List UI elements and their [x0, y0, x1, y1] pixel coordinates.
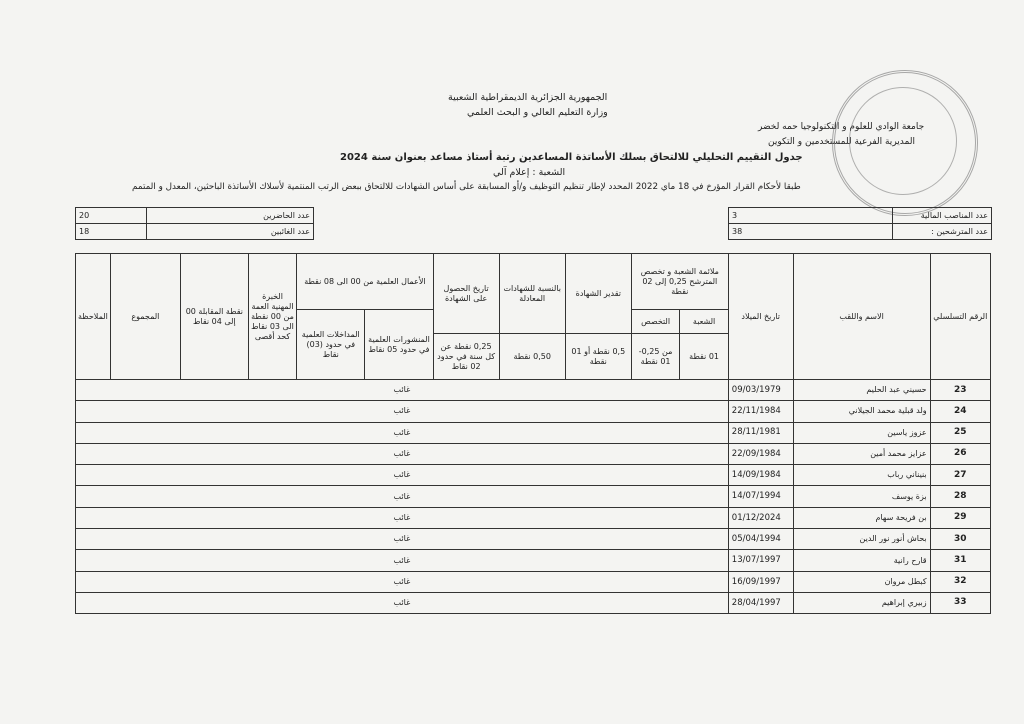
row-name: بزة يوسف	[793, 486, 930, 507]
row-name: زبيري إبراهيم	[793, 592, 930, 613]
table-row	[76, 529, 991, 550]
stamp-inner-ring	[849, 87, 957, 195]
ministry-heading: وزارة التعليم العالي و البحث العلمي	[467, 107, 608, 118]
university-name: جامعة الوادي للعلوم و التكنولوجيا حمه لخضر	[758, 122, 925, 132]
republic-heading: الجمهورية الجزائرية الديمقراطية الشعبية	[448, 92, 608, 103]
row-serial: 29	[930, 507, 990, 528]
table-row	[76, 592, 991, 613]
present-label: عدد الحاضرين	[147, 208, 314, 224]
row-serial: 25	[930, 422, 990, 443]
fit-branch-points: 01 نقطة	[680, 334, 728, 380]
row-birth: 28/11/1981	[728, 422, 793, 443]
row-status: غائب	[76, 401, 729, 422]
row-status: غائب	[76, 507, 729, 528]
row-serial: 27	[930, 465, 990, 486]
col-name: الاسم واللقب	[793, 254, 930, 380]
table-row	[76, 507, 991, 528]
row-birth: 14/07/1994	[728, 486, 793, 507]
row-name: عزوز ياسين	[793, 422, 930, 443]
directorate-name: المديرية الفرعية للمستخدمين و التكوين	[768, 137, 915, 147]
row-status: غائب	[76, 380, 729, 401]
col-total: المجموع	[110, 254, 180, 380]
official-stamp	[832, 70, 978, 216]
absent-value: 18	[76, 224, 147, 240]
document-title: جدول التقييم التحليلي للالتحاق بسلك الأساتذة المساعدين رتبة أستاذ مساعد بعنوان سنة 2024	[340, 152, 803, 163]
row-birth: 16/09/1997	[728, 571, 793, 592]
row-status: غائب	[76, 550, 729, 571]
col-interview: نقطة المقابلة 00 إلى 04 نقاط	[180, 254, 248, 380]
positions-info-box	[728, 207, 992, 240]
table-row	[76, 465, 991, 486]
col-fit-spec: التخصص	[631, 310, 680, 334]
row-status: غائب	[76, 571, 729, 592]
row-birth: 22/09/1984	[728, 443, 793, 464]
col-birth: تاريخ الميلاد	[728, 254, 793, 380]
table-row	[76, 422, 991, 443]
col-works-conf: المداخلات العلمية في حدود (03) نقاط	[297, 310, 365, 380]
grade-points: 0,5 نقطة أو 01 نقطة	[565, 334, 631, 380]
fit-spec-points: من 0,25- 01 نقطة	[631, 334, 680, 380]
col-fit-branch: الشعبة	[680, 310, 728, 334]
row-serial: 31	[930, 550, 990, 571]
col-works-pub: المنشورات العلمية في حدود 05 نقاط	[365, 310, 433, 380]
row-status: غائب	[76, 592, 729, 613]
col-notes: الملاحظة	[76, 254, 111, 380]
row-birth: 09/03/1979	[728, 380, 793, 401]
positions-label: عدد المناصب المالية	[893, 208, 992, 224]
equiv-points: 0,50 نقطة	[499, 334, 565, 380]
table-row	[76, 380, 991, 401]
candidates-value: 38	[729, 224, 893, 240]
row-name: حسيني عبد الحليم	[793, 380, 930, 401]
col-equiv: بالنسبة للشهادات المعادلة	[499, 254, 565, 334]
row-name: بنيناني رباب	[793, 465, 930, 486]
row-status: غائب	[76, 486, 729, 507]
col-fit: ملائمة الشعبة و تخصص المترشح 0,25 إلى 02 نقطة	[631, 254, 728, 310]
col-date-cert: تاريخ الحصول على الشهادة	[433, 254, 499, 334]
evaluation-table	[75, 253, 991, 614]
row-serial: 23	[930, 380, 990, 401]
table-row	[76, 443, 991, 464]
row-name: عزايز محمد أمين	[793, 443, 930, 464]
col-serial: الرقم التسلسلي	[930, 254, 990, 380]
row-status: غائب	[76, 422, 729, 443]
row-name: كبطل مروان	[793, 571, 930, 592]
table-row	[76, 486, 991, 507]
col-works: الأعمال العلمية من 00 الى 08 نقطة	[297, 254, 433, 310]
row-serial: 30	[930, 529, 990, 550]
row-birth: 14/09/1984	[728, 465, 793, 486]
row-serial: 28	[930, 486, 990, 507]
table-row	[76, 401, 991, 422]
row-name: بحاش أنور نور الدين	[793, 529, 930, 550]
table-row	[76, 571, 991, 592]
row-status: غائب	[76, 529, 729, 550]
row-serial: 33	[930, 592, 990, 613]
row-name: ولد قبلية محمد الجيلاني	[793, 401, 930, 422]
positions-value: 3	[729, 208, 893, 224]
row-name: بن فريحة سهام	[793, 507, 930, 528]
row-serial: 32	[930, 571, 990, 592]
col-experience: الخبرة المهنية العمة من 00 نقطة الى 03 نقاط كحد أقصى	[248, 254, 296, 380]
table-row	[76, 550, 991, 571]
row-birth: 13/07/1997	[728, 550, 793, 571]
row-birth: 05/04/1994	[728, 529, 793, 550]
branch-label: الشعبة : إعلام آلي	[493, 167, 566, 178]
present-value: 20	[76, 208, 147, 224]
date-cert-points: 0,25 نقطة عن كل سنة في حدود 02 نقاط	[433, 334, 499, 380]
row-status: غائب	[76, 465, 729, 486]
legal-reference: طبقا لأحكام القرار المؤرخ في 18 ماي 2022 المحدد لإطار تنظيم التوظيف و/أو المسابقة على أساس الشهادات للالتحاق ببعض الرتب المنتمية لأسلاك الأساتذة الباحثين، المعدل و المتمم	[132, 182, 801, 192]
row-name: قارح رانية	[793, 550, 930, 571]
row-birth: 01/12/2024	[728, 507, 793, 528]
absent-label: عدد الغائبين	[147, 224, 314, 240]
row-serial: 24	[930, 401, 990, 422]
col-grade: تقدير الشهادة	[565, 254, 631, 334]
row-birth: 28/04/1997	[728, 592, 793, 613]
attendance-info-box	[75, 207, 314, 240]
row-status: غائب	[76, 443, 729, 464]
row-serial: 26	[930, 443, 990, 464]
candidates-label: عدد المترشحين :	[893, 224, 992, 240]
row-birth: 22/11/1984	[728, 401, 793, 422]
